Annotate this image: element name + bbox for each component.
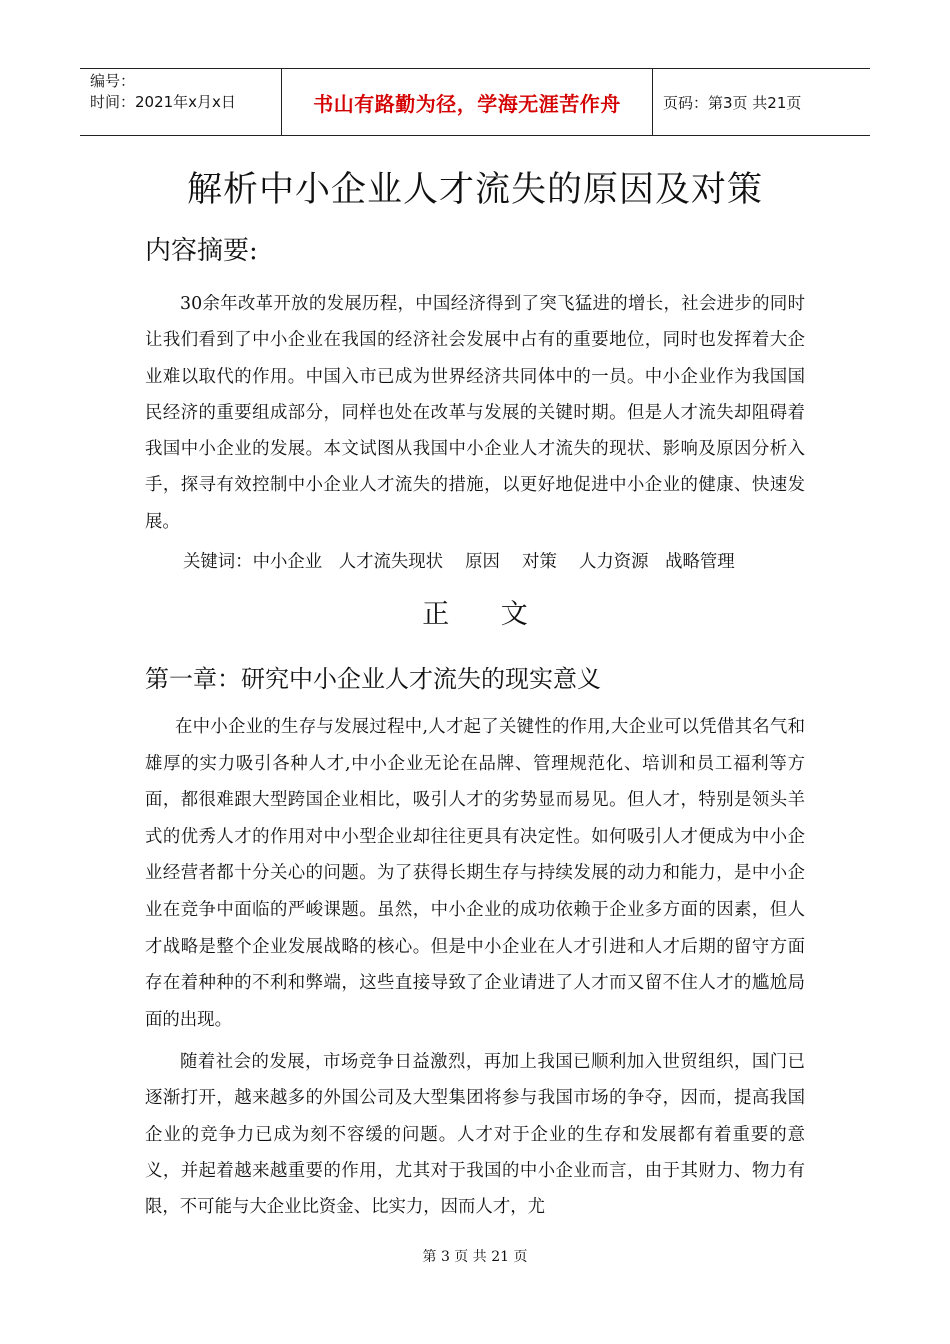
header-number-label: 编号：: [90, 72, 136, 90]
document-header: [80, 68, 870, 136]
body-paragraph: 随着社会的发展，市场竞争日益激烈，再加上我国已顺利加入世贸组织，国门已逐渐打开，越来越多的外国公司及大型集团将参与我国市场的争夺，因而，提高我国企业的竞争力已成为刻不容缓的问题。人才对于企业的生存和发展都有着重要的意义，并起着越来越重要的作用，尤其对于我国的中小企业而言，由于其财力、物力有限，不可能与大企业比资金、比实力，因而人才，尤: [145, 1052, 805, 1218]
chapter-heading: 第一章：研究中小企业人才流失的现实意义: [145, 665, 601, 693]
header-date-label: 时间：2021年x月x日: [90, 93, 236, 111]
header-meta: [80, 69, 282, 135]
header-page-info: [653, 69, 870, 135]
header-page-info-text: 页码：第3页 共21页: [663, 93, 802, 112]
keywords-line: 关键词：中小企业 人才流失现状 原因 对策 人力资源 战略管理: [183, 552, 735, 572]
document-title: 解析中小企业人才流失的原因及对策: [186, 170, 763, 210]
abstract-paragraph: 30余年改革开放的发展历程，中国经济得到了突飞猛进的增长，社会进步的同时让我们看到了中小企业在我国的经济社会发展中占有的重要地位，同时也发挥着大企业难以取代的作用。中国入市已成为世界经济共同体中的一员。中小企业作为我国国民经济的重要组成部分，同样也处在改革与发展的关键时期。但是人才流失却阻碍着我国中小企业的发展。本文试图从我国中小企业人才流失的现状、影响及原因分析入手，探寻有效控制中小企业人才流失的措施，以更好地促进中小企业的健康、快速发展。: [145, 294, 805, 532]
section-heading: 正 文: [422, 599, 528, 630]
body-paragraph: 在中小企业的生存与发展过程中,人才起了关键性的作用,大企业可以凭借其名气和雄厚的实力吸引各种人才,中小企业无论在品牌、管理规范化、培训和员工福利等方面，都很难跟大型跨国企业相比，吸引人才的劣势显而易见。但人才，特别是领头羊式的优秀人才的作用对中小型企业却往往更具有决定性。如何吸引人才便成为中小企业经营者都十分关心的问题。为了获得长期生存与持续发展的动力和能力，是中小企业在竞争中面临的严峻课题。虽然，中小企业的成功依赖于企业多方面的因素，但人才战略是整个企业发展战略的核心。但是中小企业在人才引进和人才后期的留守方面存在着种种的不利和弊端，这些直接导致了企业请进了人才而又留不住人才的尴尬局面的出现。: [145, 717, 805, 1030]
abstract-heading: 内容摘要:: [145, 236, 258, 266]
header-motto: [282, 69, 653, 135]
header-motto-text: 书山有路勤为径，学海无涯苦作舟: [313, 91, 621, 116]
page-footer: 第 3 页 共 21 页: [422, 1249, 528, 1265]
